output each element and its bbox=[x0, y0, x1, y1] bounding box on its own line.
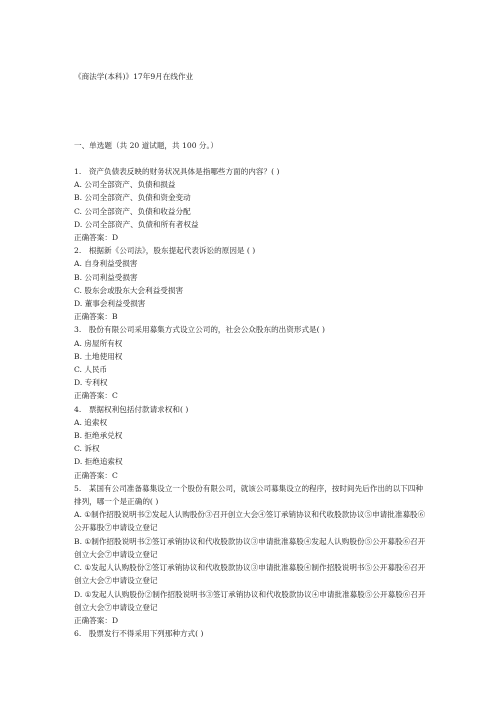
question-block bbox=[74, 165, 430, 244]
question-stem: 1. 资产负债表反映的财务状况具体是指哪些方面的内容？( ) bbox=[74, 167, 280, 176]
answer-option: D. 拒绝追索权 bbox=[74, 457, 123, 467]
answer-option: B. 公司利益受损害 bbox=[74, 272, 138, 282]
question-stem: 6. 股票发行不得采用下列那种方式( ) bbox=[74, 629, 204, 639]
answer-option: A. 房屋所有权 bbox=[74, 338, 123, 348]
correct-answer: 正确答案：D bbox=[74, 233, 119, 243]
correct-answer: 正确答案：C bbox=[74, 470, 118, 480]
section-heading: 一、单选题（共 20 道试题，共 100 分。） bbox=[74, 141, 218, 150]
correct-answer: 正确答案：D bbox=[74, 615, 119, 625]
question-list bbox=[74, 165, 430, 640]
answer-option: A. 追索权 bbox=[74, 417, 108, 427]
question-stem: 4. 票据权利包括付款请求权和( ) bbox=[74, 404, 189, 414]
answer-option: B. 公司全部资产、负债和资金变动 bbox=[74, 193, 191, 203]
document-title: 《商法学(本科)》17年9月在线作业 bbox=[74, 72, 194, 81]
answer-option: A. 公司全部资产、负债和损益 bbox=[74, 180, 176, 190]
correct-answer: 正确答案：C bbox=[74, 391, 118, 401]
answer-option: C. 诉权 bbox=[74, 444, 100, 454]
question-stem: 2. 根据新《公司法》，股东提起代表诉讼的原因是 ( ) bbox=[74, 246, 256, 256]
question-block bbox=[74, 323, 430, 402]
question-block bbox=[74, 244, 430, 323]
question-block bbox=[74, 627, 430, 640]
answer-option: D. 专利权 bbox=[74, 378, 108, 388]
answer-option: B. ①制作招股说明书②签订承销协议和代收股款协议③申请批准募股④发起人认购股份⑤公开募股⑥召开创立大会⑦申请设立登记 bbox=[74, 536, 426, 559]
answer-option: A. 自身利益受损害 bbox=[74, 259, 138, 269]
answer-option: D. 董事会利益受损害 bbox=[74, 299, 146, 309]
answer-option: A. ①制作招股说明书②发起人认购股份③召开创立大会④签订承销协议和代收股款协议⑤申请批准募股⑥公开募股⑦申请设立登记 bbox=[74, 510, 426, 533]
question-block bbox=[74, 403, 430, 482]
question-block bbox=[74, 482, 430, 627]
correct-answer: 正确答案：B bbox=[74, 312, 118, 322]
answer-option: C. 公司全部资产、负债和收益分配 bbox=[74, 206, 191, 216]
question-stem: 5. 某国有公司准备募集设立一个股份有限公司，就该公司募集设立的程序，按时间先后作出的以下四种排列，哪一个是正确的( ) bbox=[74, 483, 423, 507]
answer-option: C. ①发起人认购股份②签订承销协议和代收股款协议③申请批准募股④制作招股说明书⑤公开募股⑥召开创立大会⑦申请设立登记 bbox=[74, 563, 426, 586]
answer-option: C. 股东会或股东大会利益受损害 bbox=[74, 285, 184, 295]
answer-option: B. 土地使用权 bbox=[74, 351, 123, 361]
answer-option: D. ①发起人认购股份②制作招股说明书③签订承销协议和代收股款协议④申请批准募股⑤公开募股⑥召开创立大会⑦申请设立登记 bbox=[74, 589, 426, 612]
answer-option: C. 人民币 bbox=[74, 365, 108, 375]
question-stem: 3. 股份有限公司采用募集方式设立公司的，社会公众股东的出资形式是( ) bbox=[74, 325, 325, 335]
answer-option: D. 公司全部资产、负债和所有者权益 bbox=[74, 219, 199, 229]
answer-option: B. 拒绝承兑权 bbox=[74, 431, 123, 441]
